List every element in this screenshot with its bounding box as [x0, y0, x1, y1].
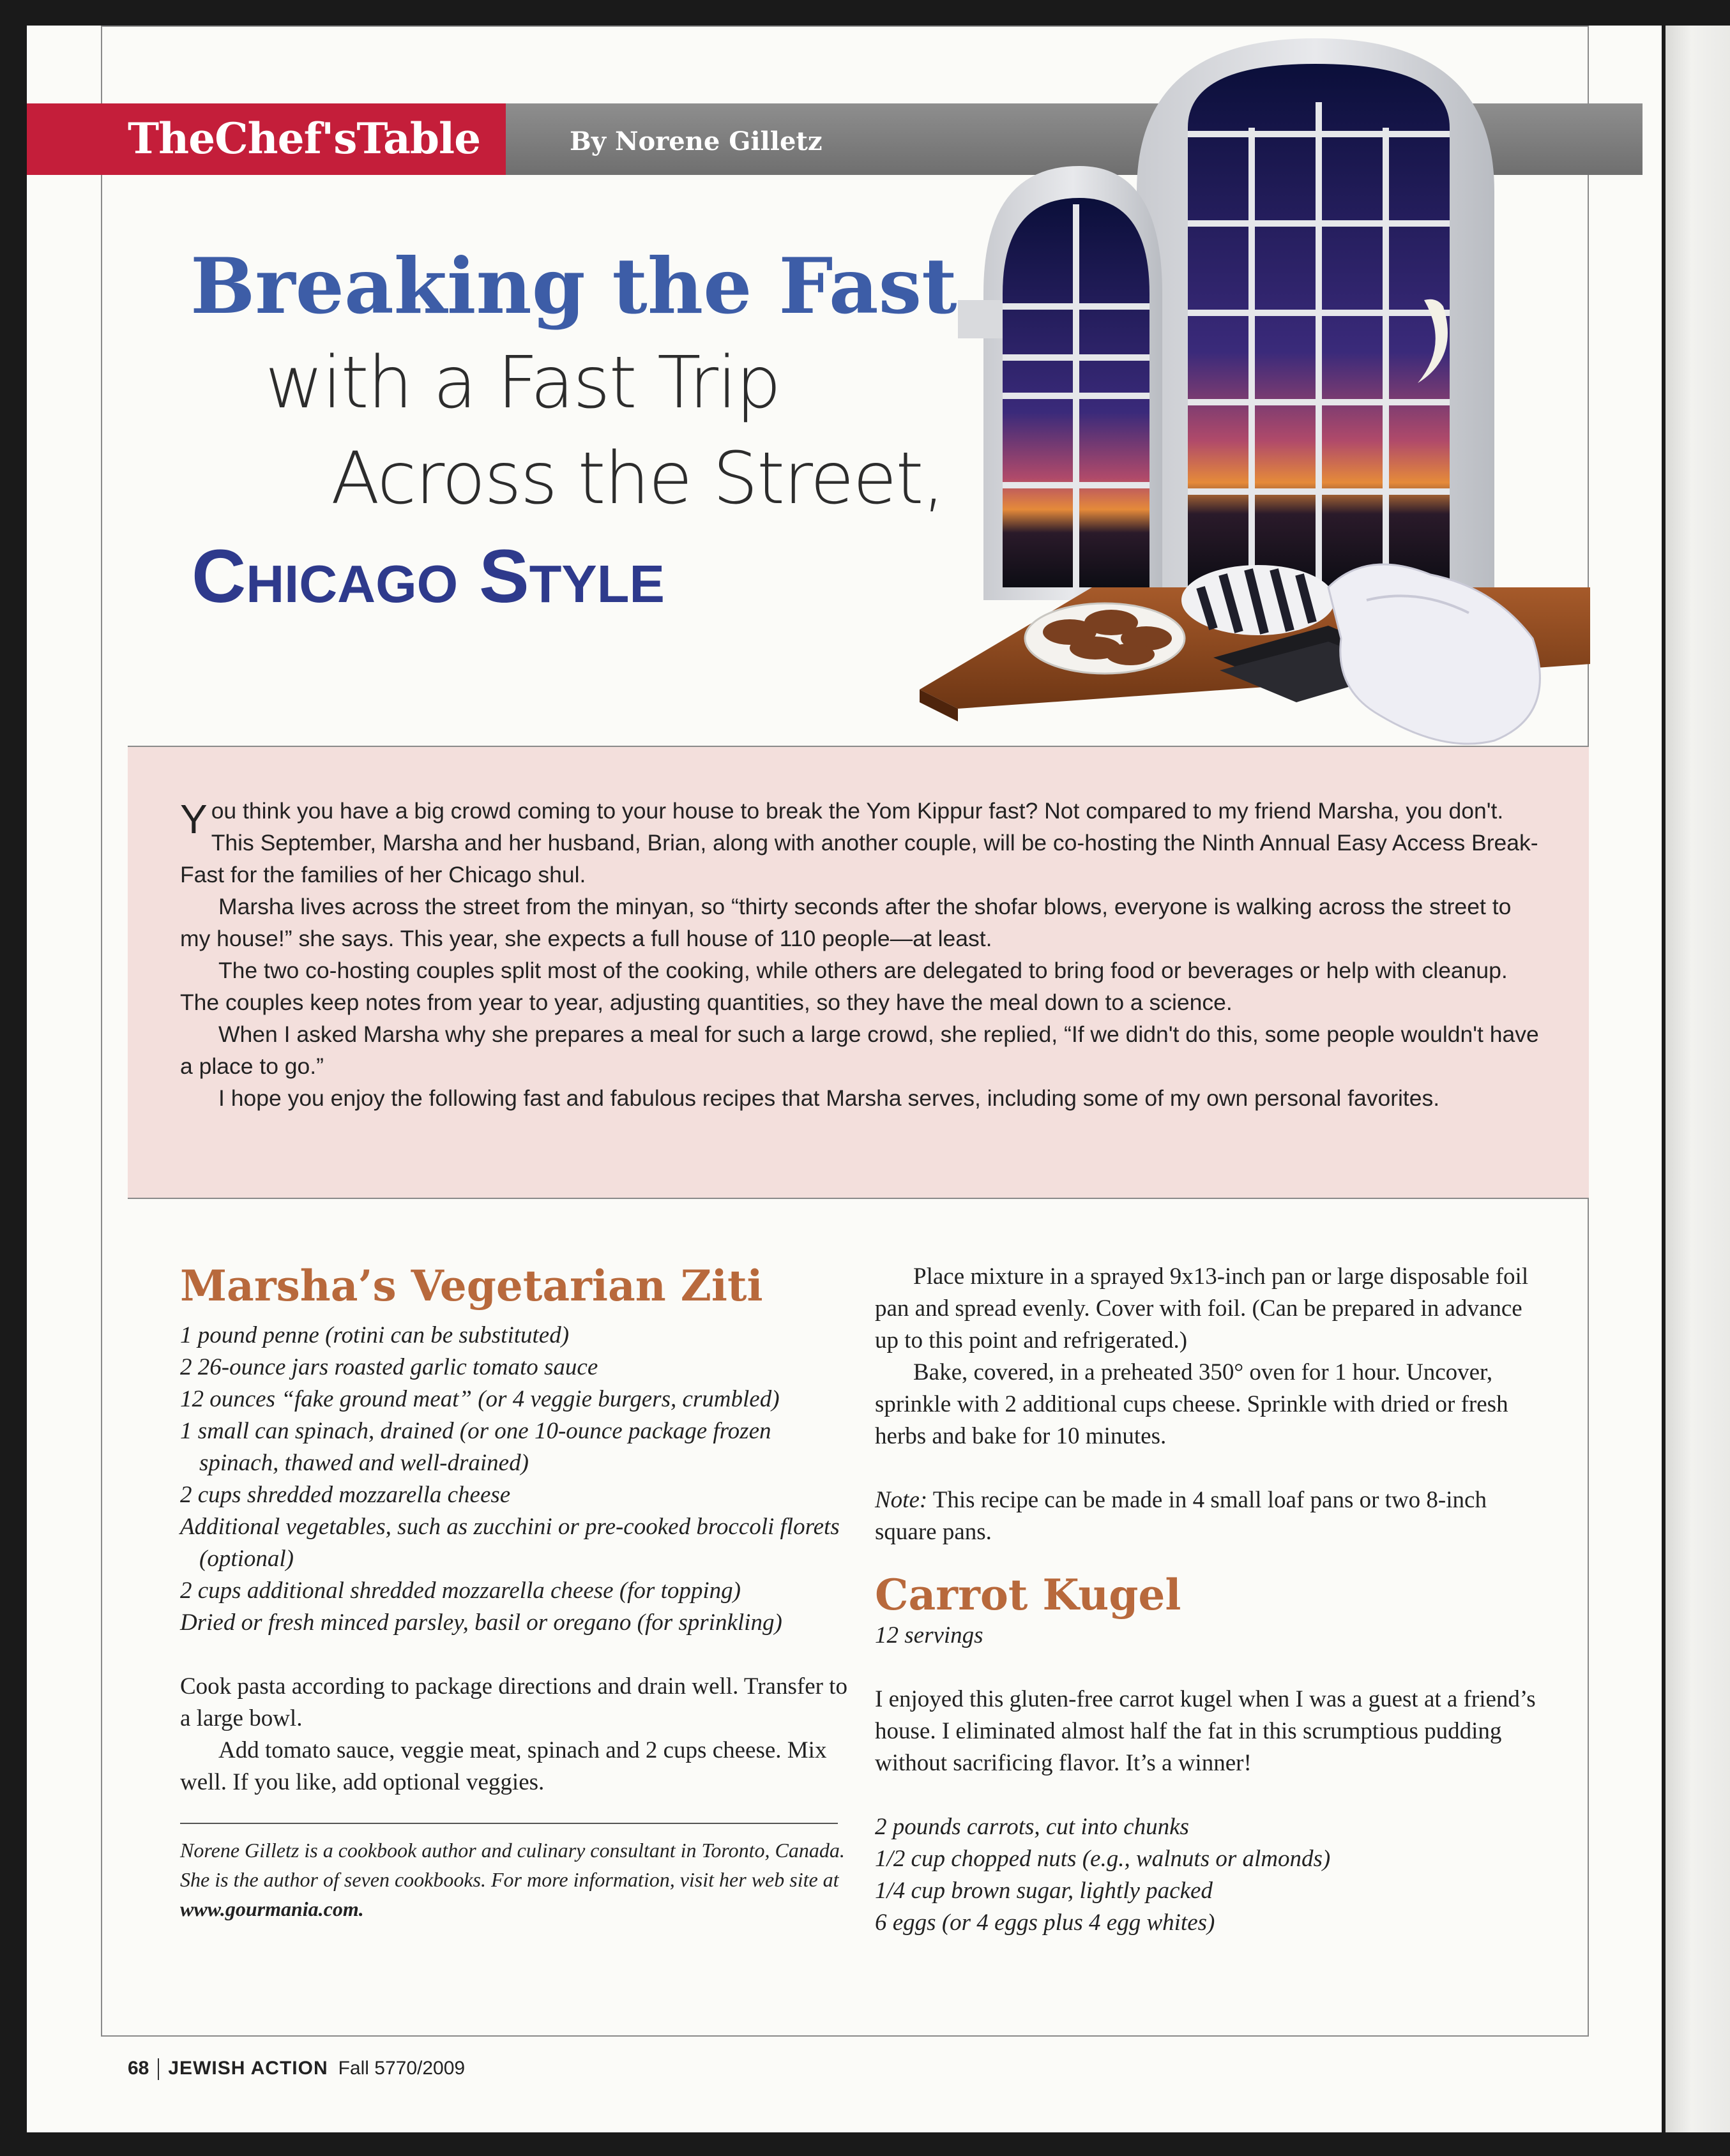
intro-paragraph-4: When I asked Marsha why she prepares a meal for such a large crowd, she replied, “If we didn't do this, some people wouldn't have a place to go.” [180, 1021, 1539, 1079]
spacer [875, 1652, 1545, 1684]
ingredient-item: 2 26-ounce jars roasted garlic tomato sauce [180, 1354, 598, 1380]
ziti-recipe-title: Marsha’s Vegetarian Ziti [180, 1261, 763, 1311]
ingredient-item: 2 pounds carrots, cut into chunks [875, 1814, 1189, 1840]
drop-cap: Y [180, 796, 208, 842]
ingredient-item: Additional vegetables, such as zucchini or pre-cooked broccoli florets (optional) [180, 1514, 840, 1572]
note-text: This recipe can be made in 4 small loaf pans or two 8-inch square pans. [875, 1487, 1487, 1545]
ingredient-item: 1/4 cup brown sugar, lightly packed [875, 1878, 1213, 1904]
author-bio-text: Norene Gilletz is a cookbook author and culinary consultant in Toronto, Canada. She is the author of seven cookbooks. For more information, visit her web site at [180, 1839, 845, 1891]
ingredient-item: 2 cups shredded mozzarella cheese [180, 1482, 511, 1508]
next-page-edge [1666, 26, 1730, 2132]
title-line-1: Breaking the Fast [190, 241, 957, 331]
intro-paragraph [180, 795, 1540, 891]
intro-text [180, 795, 1540, 1114]
ingredient-item: 1 pound penne (rotini can be substituted) [180, 1322, 570, 1348]
spacer [875, 1779, 1545, 1811]
ziti-step-2: Add tomato sauce, veggie meat, spinach and 2 cups cheese. Mix well. If you like, add optional veggies. [180, 1737, 827, 1795]
ingredient-item: 1 small can spinach, drained (or one 10-ounce package frozen spinach, thawed and well-drained) [180, 1418, 771, 1476]
footer-separator [158, 2058, 159, 2080]
ingredient-item: Dried or fresh minced parsley, basil or oregano (for sprinkling) [180, 1609, 782, 1636]
note-label: Note: [875, 1487, 928, 1513]
page-number: 68 [128, 2058, 149, 2079]
intro-paragraph-5: I hope you enjoy the following fast and fabulous recipes that Marsha serves, including some of my own personal favorites. [218, 1085, 1440, 1111]
byline: By Norene Gilletz [570, 126, 823, 156]
intro-paragraph-1: ou think you have a big crowd coming to your house to break the Yom Kippur fast? Not compared to my friend Marsha, you don't. This September, Marsha and her husband, Brian, along with another couple, will be co-hosting the Ninth Annual Easy Access Break-Fast for the families of her Chicago shul. [180, 798, 1538, 887]
kugel-ingredient-list [875, 1811, 1545, 1939]
intro-paragraph-2: Marsha lives across the street from the minyan, so “thirty seconds after the shofar blows, everyone is walking across the street to my house!” she says. This year, she expects a full house of 110 people—at least. [180, 894, 1512, 951]
kugel-recipe-title: Carrot Kugel [875, 1570, 1181, 1620]
ziti-step-4: Bake, covered, in a preheated 350° oven for 1 hour. Uncover, sprinkle with 2 additional cups cheese. Sprinkle with dried or fresh herbs and bake for 10 minutes. [875, 1359, 1508, 1449]
title-line-2: with a Fast Trip [265, 342, 780, 425]
ziti-step-1: Cook pasta according to package directions and drain well. Transfer to a large bowl. [180, 1673, 847, 1731]
kugel-servings: 12 servings [875, 1622, 983, 1648]
ingredient-item: 1/2 cup chopped nuts (e.g., walnuts or almonds) [875, 1846, 1331, 1872]
intro-paragraph-3: The two co-hosting couples split most of the cooking, while others are delegated to bring food or beverages or help with cleanup. The couples keep notes from year to year, adjusting quantities, so they have the meal down to a science. [180, 958, 1508, 1015]
ziti-step-3: Place mixture in a sprayed 9x13-inch pan or large disposable foil pan and spread evenly. Cover with foil. (Can be prepared in advance up to this point and refrigerated.) [875, 1263, 1529, 1353]
issue-label: Fall 5770/2009 [338, 2058, 466, 2079]
ingredient-item: 6 eggs (or 4 eggs plus 4 egg whites) [875, 1910, 1215, 1936]
ingredient-item: 12 ounces “fake ground meat” (or 4 veggie burgers, crumbled) [180, 1386, 780, 1412]
author-website-link[interactable]: www.gourmania.com. [180, 1897, 364, 1920]
kugel-intro: I enjoyed this gluten-free carrot kugel when I was a guest at a friend’s house. I eliminated almost half the fat in this scrumptious pudding without sacrificing flavor. It’s a winner! [875, 1686, 1536, 1776]
divider [180, 1823, 838, 1824]
spacer [875, 1452, 1545, 1484]
magazine-name: JEWISH ACTION [168, 2058, 328, 2079]
right-column [875, 1261, 1545, 1939]
page-footer [128, 2058, 465, 2080]
window-illustration [920, 26, 1590, 747]
ziti-ingredient-list [180, 1320, 851, 1639]
spacer [180, 1639, 851, 1671]
column-brand-title: TheChef'sTable [128, 114, 481, 163]
left-column [180, 1261, 851, 1924]
author-bio [180, 1836, 851, 1924]
spacer [875, 1548, 1545, 1570]
title-line-4: Chicago Style [192, 534, 665, 619]
ziti-note [875, 1484, 1545, 1548]
title-line-3: Across the Street, [331, 437, 944, 520]
ingredient-item: 2 cups additional shredded mozzarella cheese (for topping) [180, 1578, 741, 1604]
